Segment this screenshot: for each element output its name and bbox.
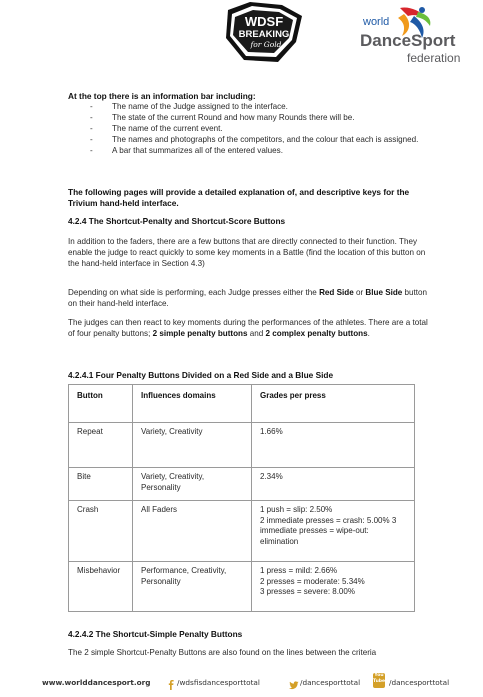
grade-line: 1 push = slip: 2.50% (260, 505, 333, 514)
logo-line-3: for Gold (250, 40, 282, 49)
youtube-icon: You Tube (373, 673, 385, 688)
grade-line: 2.34% (260, 472, 283, 481)
table-header-row (69, 385, 415, 423)
table-row (69, 562, 415, 612)
penalty-buttons-table (68, 384, 415, 612)
grade-line: 2 immediate presses = crash: 5.00% 3 immediate presses = wipe-out: elimination (260, 515, 397, 546)
button-name-cell: Misbehavior (69, 562, 133, 612)
para-text: The judges can then react to key moments during the performances of the athletes. There are a total of four penalty buttons; (68, 318, 428, 338)
grades-cell (252, 468, 415, 501)
para-text: button on their hand-held interface. (68, 288, 428, 308)
grade-line: 1.66% (260, 427, 283, 436)
table-row (69, 501, 415, 562)
simple-penalty-term: 2 simple penalty buttons (152, 329, 248, 338)
column-header-domains: Influences domains (133, 385, 252, 423)
following-pages-note: The following pages will provide a detailed explanation of, and descriptive keys for the Trivium hand-held interface. (68, 187, 410, 208)
wdsf-breaking-emblem (222, 2, 306, 64)
grade-line: 1 press = mild: 2.66% (260, 566, 338, 575)
logo-line-1: WDSF (244, 14, 284, 29)
grades-cell (252, 501, 415, 562)
list-item: - The state of the current Round and how many Rounds there will be. (90, 113, 440, 123)
domains-cell: Variety, Creativity (133, 423, 252, 468)
column-header-button: Button (69, 385, 133, 423)
logo-dancesport-text: DanceSport (360, 31, 456, 50)
section-4-2-4-2-heading: 4.2.4.2 The Shortcut-Simple Penalty Buttons (68, 629, 243, 639)
domains-cell: All Faders (133, 501, 252, 562)
section-4-2-4-heading: 4.2.4 The Shortcut-Penalty and Shortcut-Score Buttons (68, 216, 286, 226)
footer-facebook-link[interactable]: /wdsfisdancesporttotal (177, 678, 260, 687)
list-item: - The name of the current event. (90, 124, 440, 134)
button-name-cell: Crash (69, 501, 133, 562)
red-side-term: Red Side (319, 288, 354, 297)
grades-cell (252, 562, 415, 612)
complex-penalty-term: 2 complex penalty buttons (265, 329, 368, 338)
facebook-icon (166, 677, 176, 687)
grades-cell (252, 423, 415, 468)
para-text: and (247, 329, 266, 338)
intro-heading: At the top there is an information bar including: (68, 91, 256, 101)
footer-twitter-link[interactable]: /dancesporttotal (300, 678, 361, 687)
table-row (69, 423, 415, 468)
para-text: . (367, 329, 370, 338)
grade-line: 2 presses = moderate: 5.34% (260, 576, 365, 586)
info-bar-list (90, 102, 440, 157)
list-item: - The name of the Judge assigned to the interface. (90, 102, 440, 112)
logo-line-2: BREAKING (238, 29, 290, 40)
list-item: - A bar that summarizes all of the entered values. (90, 146, 440, 156)
wdsf-breaking-logo (222, 2, 306, 64)
column-header-grades: Grades per press (252, 385, 415, 423)
logo-world-text: world (363, 16, 390, 28)
button-name-cell: Repeat (69, 423, 133, 468)
section-4-2-4-1-heading: 4.2.4.1 Four Penalty Buttons Divided on a Red Side and a Blue Side (68, 370, 334, 380)
section-4-2-4-2-para: The 2 simple Shortcut-Penalty Buttons are also found on the lines between the criteria (68, 648, 377, 657)
list-item: - The names and photographs of the competitors, and the colour that each is assigned. (90, 135, 440, 145)
para-text: or (353, 288, 366, 297)
table-row (69, 468, 415, 501)
para-text: Depending on what side is performing, each Judge presses either the (68, 288, 320, 297)
world-dancesport-federation-logo (360, 4, 464, 66)
section-4-2-4-para-3 (68, 317, 432, 339)
footer-youtube-link[interactable]: /dancesporttotal (389, 678, 450, 687)
domains-cell: Performance, Creativity, Personality (133, 562, 252, 612)
domains-cell: Variety, Creativity, Personality (133, 468, 252, 501)
logo-federation-text: federation (407, 51, 461, 65)
page-footer (0, 668, 483, 697)
section-4-2-4-para-1: In addition to the faders, there are a few buttons that are directly connected to their function. They enable the judge to react quickly to some key moments in a Battle (find the location of this button on the hand-held interface in Section 4.3) (68, 237, 426, 268)
blue-side-term: Blue Side (365, 288, 403, 297)
twitter-icon (289, 677, 299, 687)
footer-website-link[interactable]: www.worlddancesport.org (42, 678, 151, 687)
button-name-cell: Bite (69, 468, 133, 501)
grade-line: 3 presses = severe: 8.00% (260, 587, 355, 596)
section-4-2-4-para-2 (68, 287, 432, 309)
